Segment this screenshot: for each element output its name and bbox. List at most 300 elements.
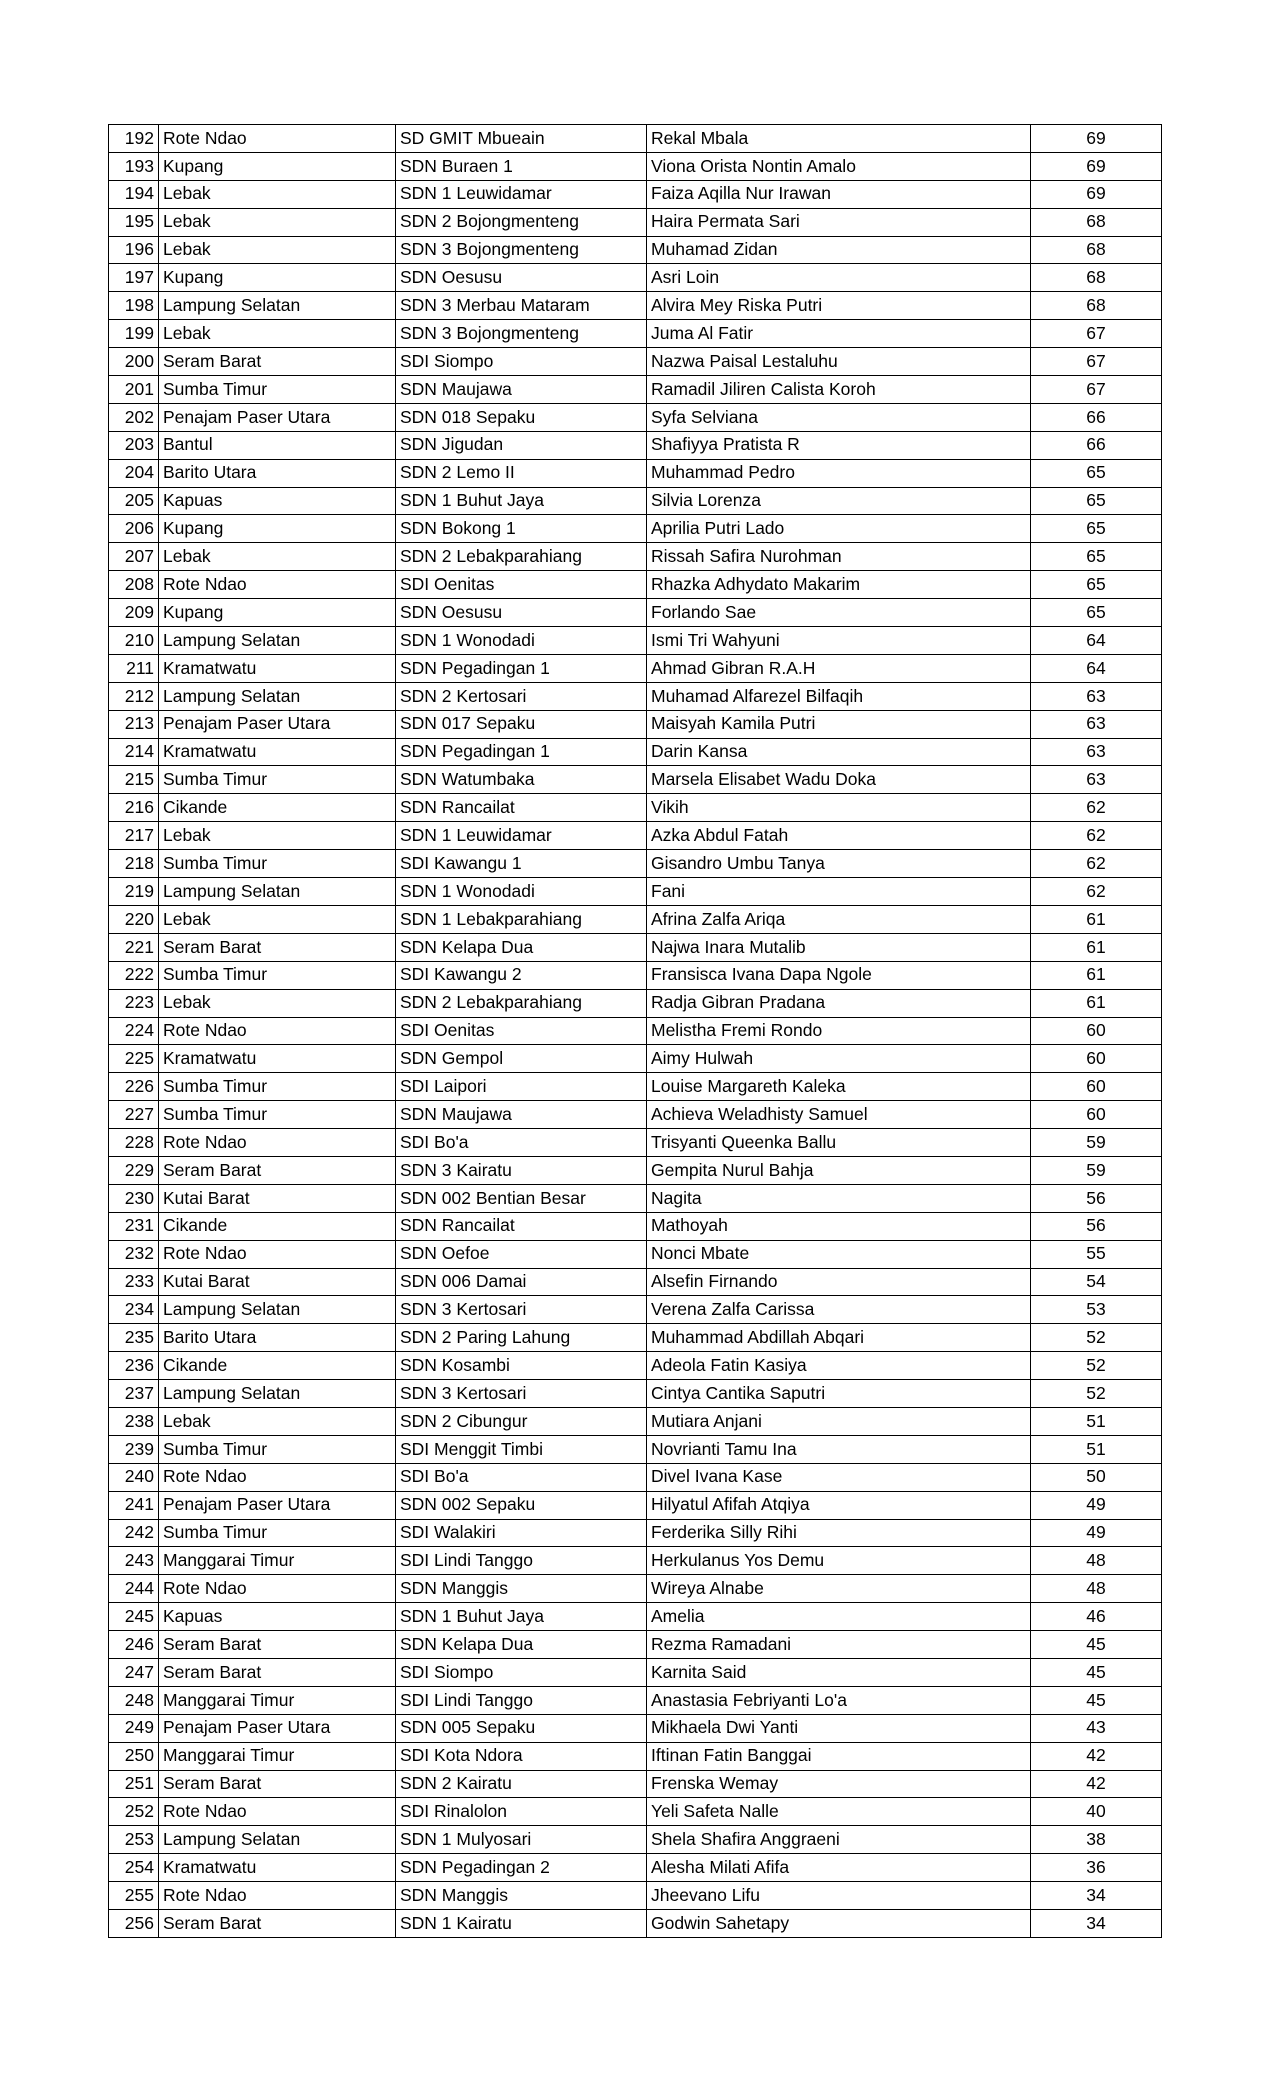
student-name-cell: Syfa Selviana [647,403,1031,431]
rank-cell: 233 [109,1268,159,1296]
table-row [109,1212,1162,1240]
student-name-cell: Yeli Safeta Nalle [647,1798,1031,1826]
student-name-cell: Alsefin Firnando [647,1268,1031,1296]
student-name-cell: Melistha Fremi Rondo [647,1017,1031,1045]
school-cell: SD GMIT Mbueain [396,125,647,153]
school-cell: SDN 1 Kairatu [396,1910,647,1938]
school-cell: SDN Kelapa Dua [396,1631,647,1659]
school-cell: SDN Gempol [396,1045,647,1073]
table-row [109,376,1162,404]
school-cell: SDN 1 Mulyosari [396,1826,647,1854]
region-cell: Manggarai Timur [159,1742,396,1770]
student-name-cell: Fani [647,878,1031,906]
student-name-cell: Godwin Sahetapy [647,1910,1031,1938]
region-cell: Rote Ndao [159,125,396,153]
region-cell: Kapuas [159,487,396,515]
rank-cell: 228 [109,1129,159,1157]
school-cell: SDN 3 Kertosari [396,1296,647,1324]
score-cell: 49 [1031,1519,1162,1547]
score-cell: 45 [1031,1686,1162,1714]
school-cell: SDI Oenitas [396,1017,647,1045]
table-row [109,1407,1162,1435]
region-cell: Lebak [159,1407,396,1435]
table-row [109,1910,1162,1938]
score-cell: 52 [1031,1352,1162,1380]
region-cell: Seram Barat [159,1156,396,1184]
school-cell: SDN Pegadingan 2 [396,1854,647,1882]
school-cell: SDI Menggit Timbi [396,1435,647,1463]
rank-cell: 194 [109,180,159,208]
school-cell: SDN 1 Buhut Jaya [396,1603,647,1631]
table-row [109,1658,1162,1686]
school-cell: SDN Oesusu [396,599,647,627]
rank-cell: 213 [109,710,159,738]
school-cell: SDN 2 Paring Lahung [396,1324,647,1352]
region-cell: Lebak [159,989,396,1017]
rank-cell: 224 [109,1017,159,1045]
table-row [109,1156,1162,1184]
score-cell: 43 [1031,1714,1162,1742]
score-cell: 62 [1031,822,1162,850]
table-row [109,961,1162,989]
table-row [109,710,1162,738]
school-cell: SDI Siompo [396,348,647,376]
student-name-cell: Cintya Cantika Saputri [647,1380,1031,1408]
region-cell: Sumba Timur [159,1101,396,1129]
region-cell: Rote Ndao [159,1798,396,1826]
rank-cell: 215 [109,766,159,794]
region-cell: Lebak [159,180,396,208]
rank-cell: 207 [109,543,159,571]
school-cell: SDN 2 Kairatu [396,1770,647,1798]
table-row [109,1519,1162,1547]
school-cell: SDN 3 Kertosari [396,1380,647,1408]
rank-cell: 201 [109,376,159,404]
rank-cell: 218 [109,850,159,878]
rank-cell: 219 [109,878,159,906]
school-cell: SDN Pegadingan 1 [396,738,647,766]
region-cell: Lampung Selatan [159,1296,396,1324]
score-cell: 54 [1031,1268,1162,1296]
score-cell: 63 [1031,738,1162,766]
table-row [109,599,1162,627]
school-cell: SDN Maujawa [396,376,647,404]
rank-cell: 210 [109,627,159,655]
score-cell: 65 [1031,487,1162,515]
score-cell: 63 [1031,766,1162,794]
school-cell: SDN 2 Lebakparahiang [396,989,647,1017]
rank-cell: 230 [109,1184,159,1212]
school-cell: SDI Kawangu 1 [396,850,647,878]
table-row [109,850,1162,878]
rank-cell: 252 [109,1798,159,1826]
score-cell: 34 [1031,1910,1162,1938]
region-cell: Sumba Timur [159,766,396,794]
region-cell: Lampung Selatan [159,1380,396,1408]
school-cell: SDI Walakiri [396,1519,647,1547]
score-cell: 69 [1031,125,1162,153]
table-row [109,654,1162,682]
school-cell: SDN Manggis [396,1882,647,1910]
score-cell: 38 [1031,1826,1162,1854]
rank-cell: 192 [109,125,159,153]
region-cell: Kupang [159,515,396,543]
student-name-cell: Maisyah Kamila Putri [647,710,1031,738]
student-name-cell: Juma Al Fatir [647,320,1031,348]
student-name-cell: Wireya Alnabe [647,1575,1031,1603]
score-cell: 56 [1031,1212,1162,1240]
score-cell: 55 [1031,1240,1162,1268]
region-cell: Penajam Paser Utara [159,1714,396,1742]
region-cell: Penajam Paser Utara [159,710,396,738]
student-name-cell: Gempita Nurul Bahja [647,1156,1031,1184]
rank-cell: 196 [109,236,159,264]
school-cell: SDN 005 Sepaku [396,1714,647,1742]
student-name-cell: Ramadil Jiliren Calista Koroh [647,376,1031,404]
region-cell: Lebak [159,543,396,571]
table-row [109,1826,1162,1854]
table-row [109,933,1162,961]
score-cell: 59 [1031,1156,1162,1184]
student-name-cell: Viona Orista Nontin Amalo [647,152,1031,180]
school-cell: SDN 018 Sepaku [396,403,647,431]
rank-cell: 241 [109,1491,159,1519]
score-cell: 63 [1031,710,1162,738]
student-name-cell: Frenska Wemay [647,1770,1031,1798]
rank-cell: 256 [109,1910,159,1938]
region-cell: Bantul [159,431,396,459]
school-cell: SDN 1 Wonodadi [396,878,647,906]
rank-cell: 208 [109,571,159,599]
region-cell: Seram Barat [159,1910,396,1938]
school-cell: SDN 2 Cibungur [396,1407,647,1435]
table-row [109,1575,1162,1603]
school-cell: SDN 1 Leuwidamar [396,180,647,208]
student-name-cell: Rezma Ramadani [647,1631,1031,1659]
score-cell: 67 [1031,348,1162,376]
rank-cell: 206 [109,515,159,543]
region-cell: Rote Ndao [159,571,396,599]
student-name-cell: Haira Permata Sari [647,208,1031,236]
student-name-cell: Forlando Sae [647,599,1031,627]
score-cell: 63 [1031,682,1162,710]
region-cell: Kutai Barat [159,1268,396,1296]
table-row [109,1882,1162,1910]
table-row [109,989,1162,1017]
score-cell: 52 [1031,1380,1162,1408]
region-cell: Lebak [159,822,396,850]
region-cell: Lebak [159,208,396,236]
student-name-cell: Iftinan Fatin Banggai [647,1742,1031,1770]
student-name-cell: Marsela Elisabet Wadu Doka [647,766,1031,794]
score-cell: 60 [1031,1073,1162,1101]
region-cell: Rote Ndao [159,1882,396,1910]
score-cell: 48 [1031,1547,1162,1575]
rank-cell: 242 [109,1519,159,1547]
score-cell: 68 [1031,236,1162,264]
region-cell: Penajam Paser Utara [159,1491,396,1519]
rank-cell: 200 [109,348,159,376]
school-cell: SDN 1 Wonodadi [396,627,647,655]
school-cell: SDI Laipori [396,1073,647,1101]
region-cell: Manggarai Timur [159,1547,396,1575]
score-cell: 50 [1031,1463,1162,1491]
table-row [109,125,1162,153]
rank-cell: 239 [109,1435,159,1463]
student-name-cell: Karnita Said [647,1658,1031,1686]
region-cell: Kupang [159,599,396,627]
school-cell: SDN 3 Kairatu [396,1156,647,1184]
table-row [109,822,1162,850]
school-cell: SDN 1 Leuwidamar [396,822,647,850]
school-cell: SDN Jigudan [396,431,647,459]
region-cell: Barito Utara [159,1324,396,1352]
student-name-cell: Adeola Fatin Kasiya [647,1352,1031,1380]
rank-cell: 246 [109,1631,159,1659]
region-cell: Sumba Timur [159,850,396,878]
school-cell: SDI Lindi Tanggo [396,1686,647,1714]
table-row [109,1296,1162,1324]
region-cell: Kramatwatu [159,1854,396,1882]
table-row [109,459,1162,487]
rank-cell: 209 [109,599,159,627]
rank-cell: 237 [109,1380,159,1408]
table-row [109,1045,1162,1073]
student-name-cell: Shela Shafira Anggraeni [647,1826,1031,1854]
score-cell: 51 [1031,1407,1162,1435]
table-row [109,1686,1162,1714]
student-name-cell: Jheevano Lifu [647,1882,1031,1910]
score-cell: 61 [1031,989,1162,1017]
school-cell: SDN 1 Lebakparahiang [396,905,647,933]
rank-cell: 221 [109,933,159,961]
table-row [109,292,1162,320]
score-cell: 62 [1031,878,1162,906]
student-name-cell: Aimy Hulwah [647,1045,1031,1073]
table-row [109,738,1162,766]
table-row [109,1603,1162,1631]
school-cell: SDI Siompo [396,1658,647,1686]
table-row [109,1352,1162,1380]
table-row [109,1770,1162,1798]
table-row [109,431,1162,459]
school-cell: SDN 002 Sepaku [396,1491,647,1519]
student-name-cell: Shafiyya Pratista R [647,431,1031,459]
school-cell: SDN Manggis [396,1575,647,1603]
table-row [109,1798,1162,1826]
rank-cell: 226 [109,1073,159,1101]
student-name-cell: Verena Zalfa Carissa [647,1296,1031,1324]
score-cell: 68 [1031,264,1162,292]
score-cell: 69 [1031,152,1162,180]
score-cell: 66 [1031,431,1162,459]
rank-cell: 238 [109,1407,159,1435]
student-name-cell: Louise Margareth Kaleka [647,1073,1031,1101]
table-row [109,208,1162,236]
student-name-cell: Asri Loin [647,264,1031,292]
score-cell: 61 [1031,933,1162,961]
student-name-cell: Muhammad Abdillah Abqari [647,1324,1031,1352]
rank-cell: 214 [109,738,159,766]
school-cell: SDN Oefoe [396,1240,647,1268]
score-cell: 65 [1031,515,1162,543]
region-cell: Seram Barat [159,1658,396,1686]
student-name-cell: Herkulanus Yos Demu [647,1547,1031,1575]
rank-cell: 229 [109,1156,159,1184]
table-row [109,1073,1162,1101]
student-name-cell: Anastasia Febriyanti Lo'a [647,1686,1031,1714]
score-cell: 61 [1031,961,1162,989]
school-cell: SDN 2 Kertosari [396,682,647,710]
score-cell: 64 [1031,627,1162,655]
student-name-cell: Alvira Mey Riska Putri [647,292,1031,320]
rank-cell: 249 [109,1714,159,1742]
score-cell: 60 [1031,1045,1162,1073]
score-cell: 45 [1031,1631,1162,1659]
table-row [109,794,1162,822]
region-cell: Rote Ndao [159,1463,396,1491]
rank-cell: 195 [109,208,159,236]
region-cell: Lebak [159,320,396,348]
school-cell: SDN Maujawa [396,1101,647,1129]
score-cell: 60 [1031,1101,1162,1129]
rank-cell: 236 [109,1352,159,1380]
region-cell: Rote Ndao [159,1575,396,1603]
school-cell: SDN 2 Lemo II [396,459,647,487]
score-cell: 48 [1031,1575,1162,1603]
school-cell: SDN 1 Buhut Jaya [396,487,647,515]
rank-cell: 223 [109,989,159,1017]
score-cell: 53 [1031,1296,1162,1324]
region-cell: Kramatwatu [159,654,396,682]
rank-cell: 232 [109,1240,159,1268]
table-row [109,1324,1162,1352]
region-cell: Lampung Selatan [159,627,396,655]
region-cell: Cikande [159,794,396,822]
table-row [109,1547,1162,1575]
score-cell: 68 [1031,208,1162,236]
school-cell: SDN 002 Bentian Besar [396,1184,647,1212]
rank-cell: 234 [109,1296,159,1324]
rank-cell: 251 [109,1770,159,1798]
region-cell: Lebak [159,236,396,264]
score-cell: 67 [1031,320,1162,348]
table-row [109,905,1162,933]
score-cell: 36 [1031,1854,1162,1882]
student-name-cell: Vikih [647,794,1031,822]
student-name-cell: Rhazka Adhydato Makarim [647,571,1031,599]
table-row [109,1714,1162,1742]
rank-cell: 203 [109,431,159,459]
region-cell: Kapuas [159,1603,396,1631]
rank-cell: 227 [109,1101,159,1129]
student-name-cell: Rissah Safira Nurohman [647,543,1031,571]
rank-cell: 202 [109,403,159,431]
school-cell: SDN Oesusu [396,264,647,292]
school-cell: SDN 3 Bojongmenteng [396,320,647,348]
table-row [109,515,1162,543]
region-cell: Kramatwatu [159,738,396,766]
school-cell: SDN Watumbaka [396,766,647,794]
score-cell: 65 [1031,459,1162,487]
rank-cell: 231 [109,1212,159,1240]
score-cell: 64 [1031,654,1162,682]
score-cell: 62 [1031,794,1162,822]
region-cell: Sumba Timur [159,1073,396,1101]
table-row [109,1129,1162,1157]
table-row [109,264,1162,292]
region-cell: Kutai Barat [159,1184,396,1212]
region-cell: Kupang [159,264,396,292]
school-cell: SDN 3 Merbau Mataram [396,292,647,320]
school-cell: SDI Lindi Tanggo [396,1547,647,1575]
student-name-cell: Nazwa Paisal Lestaluhu [647,348,1031,376]
school-cell: SDN Buraen 1 [396,152,647,180]
table-row [109,627,1162,655]
rank-cell: 211 [109,654,159,682]
region-cell: Seram Barat [159,348,396,376]
table-row [109,1184,1162,1212]
student-name-cell: Darin Kansa [647,738,1031,766]
score-cell: 61 [1031,905,1162,933]
region-cell: Lampung Selatan [159,292,396,320]
score-cell: 66 [1031,403,1162,431]
ranking-table-body [109,125,1162,1938]
rank-cell: 193 [109,152,159,180]
table-row [109,487,1162,515]
rank-cell: 205 [109,487,159,515]
student-name-cell: Trisyanti Queenka Ballu [647,1129,1031,1157]
school-cell: SDN 2 Bojongmenteng [396,208,647,236]
student-name-cell: Azka Abdul Fatah [647,822,1031,850]
table-row [109,1631,1162,1659]
region-cell: Cikande [159,1212,396,1240]
score-cell: 46 [1031,1603,1162,1631]
score-cell: 40 [1031,1798,1162,1826]
region-cell: Sumba Timur [159,961,396,989]
region-cell: Barito Utara [159,459,396,487]
score-cell: 59 [1031,1129,1162,1157]
student-name-cell: Muhammad Pedro [647,459,1031,487]
table-row [109,1435,1162,1463]
score-cell: 45 [1031,1658,1162,1686]
table-row [109,1240,1162,1268]
school-cell: SDN Rancailat [396,794,647,822]
school-cell: SDN 3 Bojongmenteng [396,236,647,264]
school-cell: SDI Oenitas [396,571,647,599]
rank-cell: 243 [109,1547,159,1575]
student-name-cell: Mikhaela Dwi Yanti [647,1714,1031,1742]
region-cell: Penajam Paser Utara [159,403,396,431]
rank-cell: 217 [109,822,159,850]
table-row [109,1463,1162,1491]
student-name-cell: Ferderika Silly Rihi [647,1519,1031,1547]
rank-cell: 216 [109,794,159,822]
region-cell: Rote Ndao [159,1240,396,1268]
table-row [109,682,1162,710]
rank-cell: 204 [109,459,159,487]
table-row [109,320,1162,348]
rank-cell: 245 [109,1603,159,1631]
table-row [109,236,1162,264]
rank-cell: 247 [109,1658,159,1686]
score-cell: 67 [1031,376,1162,404]
school-cell: SDI Bo'a [396,1463,647,1491]
school-cell: SDN Kosambi [396,1352,647,1380]
rank-cell: 220 [109,905,159,933]
score-cell: 51 [1031,1435,1162,1463]
rank-cell: 222 [109,961,159,989]
